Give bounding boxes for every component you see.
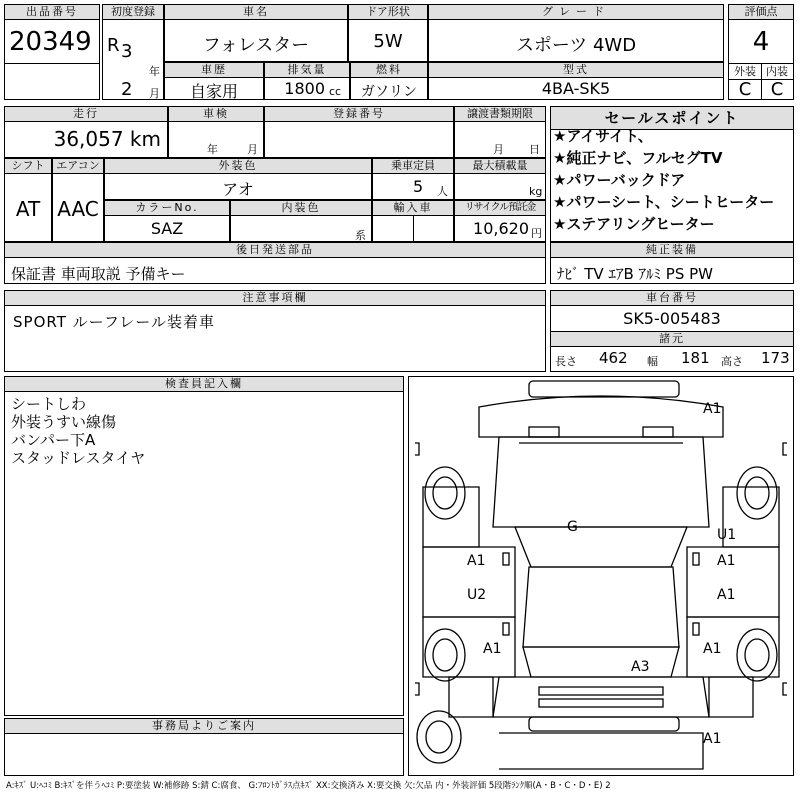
- height-value: 173: [761, 349, 790, 367]
- doors-box: [348, 4, 428, 62]
- doors-value: 5W: [373, 31, 403, 52]
- later-parts-value: 保証書 車両取説 予備キー: [11, 265, 186, 283]
- caution-label: 注意事項欄: [5, 291, 545, 306]
- damage-mark-left-front-door: A1: [467, 553, 486, 569]
- first-reg-year: 3: [121, 41, 133, 62]
- lot-number: 20349: [9, 27, 92, 57]
- score-value: 4: [752, 27, 770, 57]
- grade-value: スポーツ 4WD: [515, 35, 637, 56]
- later-parts-box: [4, 242, 546, 284]
- max-load-box: [454, 158, 546, 200]
- sales-point-item: ★ステアリングヒーター: [553, 215, 715, 233]
- inspector-box: [4, 376, 404, 716]
- width-label: 幅: [647, 355, 658, 368]
- history-box: [164, 62, 264, 100]
- color-no-label: カラーNo.: [105, 201, 229, 216]
- fuel-value: ガソリン: [361, 84, 417, 100]
- transfer-label: 譲渡書類期限: [455, 107, 545, 122]
- inspection-box: [168, 106, 264, 158]
- car-outline: [409, 377, 793, 775]
- ext-color-label: 外装色: [105, 159, 371, 174]
- caution-value: SPORT ルーフレール装着車: [13, 313, 215, 331]
- transfer-month-unit: 月: [493, 143, 504, 156]
- first-reg-label: 初度登録: [103, 5, 163, 20]
- genuine-value: ﾅﾋﾞ TV ｴｱB ｱﾙﾐ PS PW: [557, 265, 713, 283]
- displacement-box: [264, 62, 350, 100]
- car-name-label: 車名: [165, 5, 347, 20]
- inspection-month-unit: 月: [247, 143, 258, 156]
- caution-box: [4, 290, 546, 372]
- first-reg-month-unit: 月: [149, 87, 160, 100]
- lot-label: 出品番号: [5, 5, 99, 20]
- score-ext: C: [738, 79, 752, 100]
- transfer-box: [454, 106, 546, 158]
- width-value: 181: [681, 349, 710, 367]
- recycle-label: リサイクル預託金: [455, 201, 545, 216]
- genuine-label: 純正装備: [551, 243, 793, 258]
- damage-mark-right-rear-door: A1: [717, 587, 736, 603]
- first-reg-year-unit: 年: [149, 65, 160, 78]
- import-label: 輸入車: [373, 201, 453, 216]
- height-label: 高さ: [721, 355, 743, 368]
- car-name: フォレスター: [202, 35, 310, 56]
- sales-point-item: ★アイサイト、: [553, 127, 653, 145]
- length-value: 462: [599, 349, 628, 367]
- max-load-label: 最大積載量: [455, 159, 545, 174]
- legend: A:ｷｽﾞ U:ﾍｺﾐ B:ｷｽﾞを伴うﾍｺﾐ P:要塗装 W:補修跡 S:錆 C:腐食、 G:ﾌﾛﾝﾄｶﾞﾗｽ点ｷｽﾞ XX:交換済み X:要交換 欠:欠品 内・外装評価 5段階ﾗﾝｸ順(A・B・C・D・E) 2: [6, 781, 611, 791]
- score-ext-label: 外装: [734, 65, 756, 78]
- reg-no-box: [264, 106, 454, 158]
- ext-color-value: アオ: [222, 180, 254, 199]
- capacity-box: [372, 158, 454, 200]
- capacity-unit: 人: [437, 185, 448, 198]
- inspector-note: シートしわ: [11, 395, 87, 413]
- aircon-box: [52, 158, 104, 242]
- damage-mark-left-rear-door: U2: [467, 587, 487, 603]
- reg-no-label: 登録番号: [265, 107, 453, 122]
- inspector-note: スタッドレスタイヤ: [11, 449, 146, 467]
- inspection-label: 車検: [169, 107, 263, 122]
- mileage-value: 36,057 km: [53, 127, 161, 151]
- office-label: 事務局よりご案内: [5, 719, 403, 734]
- transfer-day-unit: 日: [529, 143, 540, 156]
- damage-mark-left-rear-fender: A1: [483, 641, 502, 657]
- capacity-label: 乗車定員: [373, 159, 453, 174]
- damage-mark-right-front-door: U1: [717, 527, 737, 543]
- doors-label: ドア形状: [349, 5, 427, 20]
- model-code-label: 型式: [429, 63, 723, 78]
- chassis-box: [550, 290, 794, 372]
- aircon-label: エアコン: [53, 159, 103, 174]
- shift-label: シフト: [5, 159, 51, 174]
- sales-point-item: ★パワーバックドア: [553, 171, 686, 189]
- sales-point-box: [550, 106, 794, 242]
- import-box: [372, 200, 454, 242]
- grade-box: [428, 4, 724, 62]
- shift-value: AT: [15, 197, 41, 221]
- model-code-value: 4BA-SK5: [541, 79, 611, 98]
- recycle-value: 10,620: [473, 219, 529, 238]
- office-box: [4, 718, 404, 776]
- inspection-year-unit: 年: [207, 143, 218, 156]
- first-reg-month: 2: [121, 79, 133, 100]
- score-int: C: [770, 79, 784, 100]
- car-name-box: [164, 4, 348, 62]
- score-int-label: 内装: [766, 65, 788, 78]
- sales-point-item: ★パワーシート、シートヒーター: [553, 193, 775, 211]
- recycle-box: [454, 200, 546, 242]
- damage-mark-right-front-door-2: A1: [717, 553, 736, 569]
- later-parts-label: 後日発送部品: [5, 243, 545, 258]
- sales-point-item: ★純正ナビ、フルセグTV: [553, 149, 723, 167]
- color-no-value: SAZ: [150, 219, 184, 238]
- displacement-label: 排気量: [265, 63, 349, 78]
- score-box: [728, 4, 794, 100]
- damage-mark-right-rear-fender: A1: [703, 641, 722, 657]
- ext-color-box: [104, 158, 372, 200]
- color-no-box: [104, 200, 230, 242]
- damage-mark-front-bumper: A1: [703, 401, 722, 417]
- int-color-box: [230, 200, 372, 242]
- mileage-label: 走行: [5, 107, 167, 122]
- chassis-label: 車台番号: [551, 291, 793, 306]
- history-label: 車歴: [165, 63, 263, 78]
- capacity-value: 5: [413, 177, 424, 196]
- inspector-note: バンパー下A: [11, 431, 96, 449]
- shift-box: [4, 158, 52, 242]
- fuel-box: [350, 62, 428, 100]
- mileage-box: [4, 106, 168, 158]
- lot-box: [4, 4, 100, 100]
- first-reg-box: [102, 4, 164, 100]
- length-label: 長さ: [555, 355, 577, 368]
- displacement-value: 1800: [284, 79, 325, 98]
- aircon-value: AAC: [57, 197, 99, 221]
- score-label: 評価点: [729, 5, 793, 20]
- fuel-label: 燃料: [351, 63, 427, 78]
- model-code-box: [428, 62, 724, 100]
- damage-mark-rear-bumper: A1: [703, 731, 722, 747]
- damage-mark-rear-panel: A3: [631, 659, 650, 675]
- inspector-note: 外装うすい線傷: [11, 413, 117, 431]
- genuine-box: [550, 242, 794, 284]
- inspector-label: 検査員記入欄: [5, 377, 403, 392]
- int-color-unit: 系: [355, 229, 366, 242]
- sales-point-label: セールスポイント: [551, 107, 793, 130]
- grade-label: グレード: [429, 5, 723, 20]
- dims-label: 諸元: [551, 331, 793, 347]
- history-value: 自家用: [189, 82, 238, 101]
- recycle-unit: 円: [531, 227, 542, 240]
- damage-mark-windshield: G: [567, 519, 578, 535]
- int-color-label: 内装色: [231, 201, 371, 216]
- car-diagram: [408, 376, 794, 776]
- first-reg-era: R: [107, 35, 120, 56]
- max-load-unit: kg: [529, 185, 543, 198]
- displacement-unit: cc: [329, 85, 342, 98]
- chassis-value: SK5-005483: [623, 309, 721, 328]
